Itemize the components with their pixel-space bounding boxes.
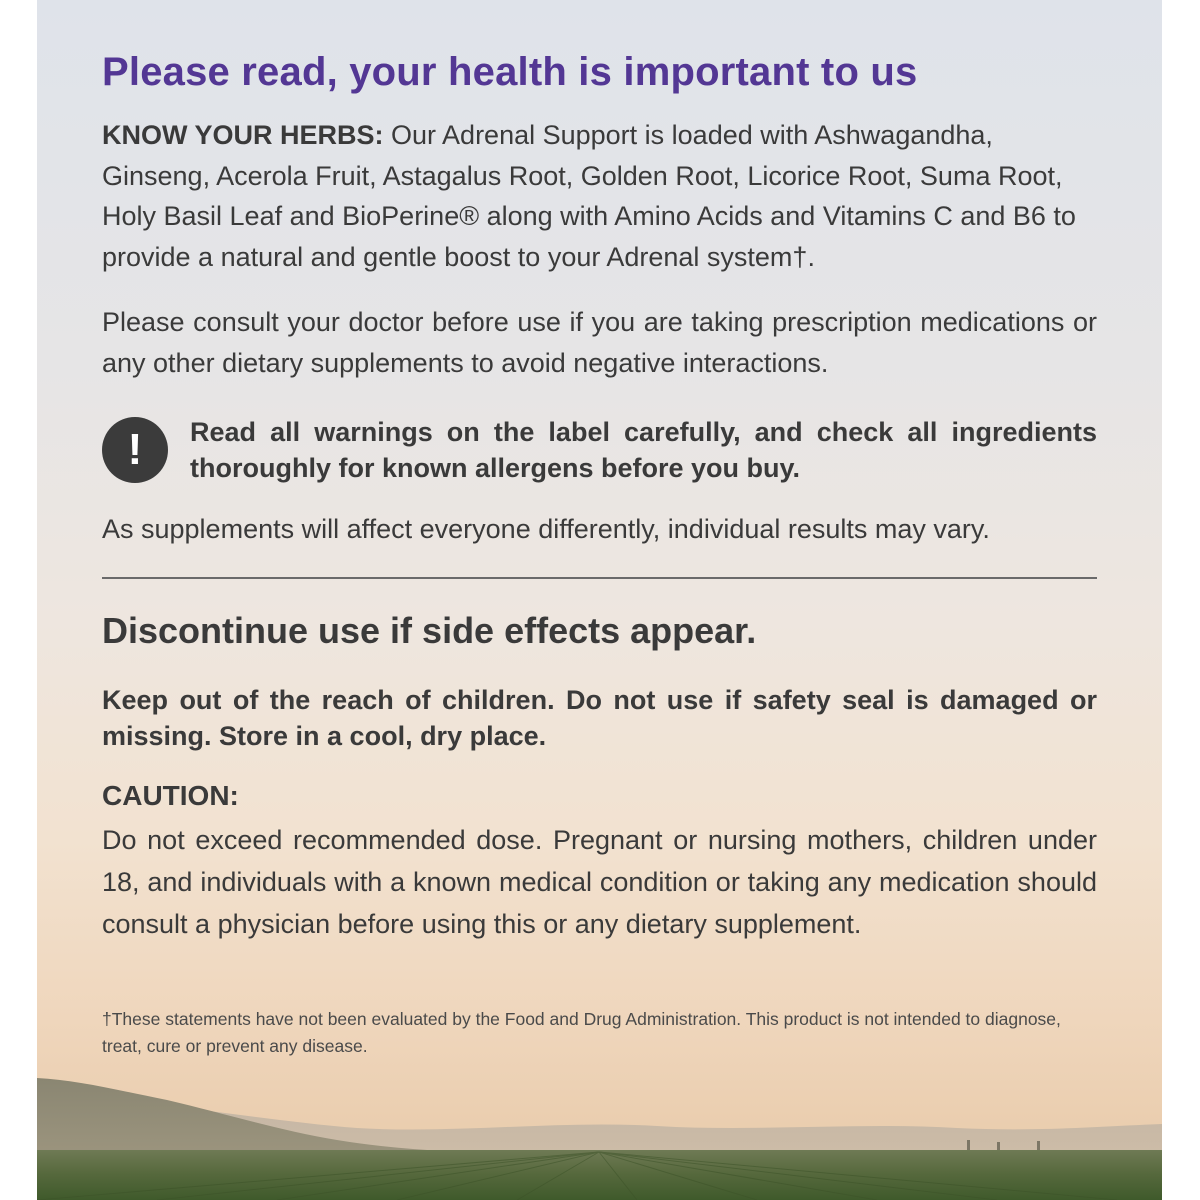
keep-out-of-reach-text: Keep out of the reach of children. Do not use if safety seal is damaged or missing. Store in a cool, dry place.: [102, 685, 1097, 751]
herbs-text: Our Adrenal Support is loaded with Ashwagandha, Ginseng, Acerola Fruit, Astagalus Root, Golden Root, Licorice Root, Suma Root, Holy Basil Leaf and BioPerine® along with Amino Acids and Vitamins C and B6 to provide a natural and gentle boost to your Adrenal system†.: [102, 120, 1076, 272]
caution-heading: CAUTION:: [102, 780, 239, 811]
divider: [102, 577, 1097, 579]
results-vary-text: As supplements will affect everyone differently, individual results may vary.: [102, 514, 990, 544]
caution-text: Do not exceed recommended dose. Pregnant or nursing mothers, children under 18, and individuals with a known medical condition or taking any medication should consult a physician before using this or any dietary supplement.: [102, 825, 1097, 939]
page-title: Please read, your health is important to us: [102, 50, 918, 94]
fda-disclaimer: †These statements have not been evaluated by the Food and Drug Administration. This product is not intended to diagnose, treat, cure or prevent any disease.: [102, 1009, 1061, 1056]
consult-doctor-paragraph: Please consult your doctor before use if you are taking prescription medications or any other dietary supplements to avoid negative interactions.: [102, 307, 1097, 378]
discontinue-heading: Discontinue use if side effects appear.: [102, 610, 757, 651]
exclamation-icon: !: [102, 417, 168, 483]
label-panel: [37, 0, 1162, 1200]
warning-text: Read all warnings on the label carefully, and check all ingredients thoroughly for known allergens before you buy.: [190, 417, 1097, 483]
herbs-label: KNOW YOUR HERBS:: [102, 120, 384, 150]
herbs-paragraph: [102, 115, 1097, 277]
